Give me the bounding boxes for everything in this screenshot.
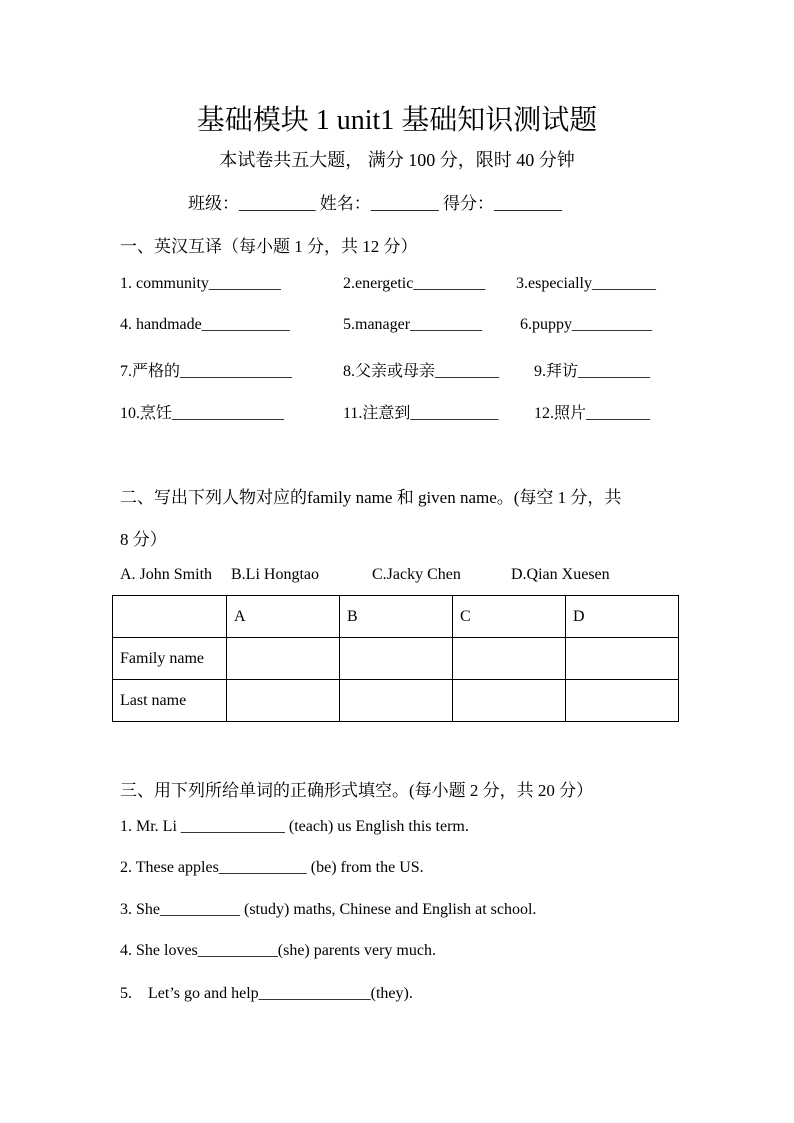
exam-subtitle: 本试卷共五大题， 满分 100 分，限时 40 分钟 (219, 150, 575, 170)
answer-cell[interactable] (453, 680, 566, 722)
table-cell (113, 596, 227, 638)
row-label-family-name: Family name (113, 638, 227, 680)
option-b: B.Li Hongtao (231, 566, 319, 583)
s1-item-5: 5.manager_________ (343, 316, 483, 333)
section-2-heading-cont: 8 分） (120, 530, 167, 549)
s1-item-12: 12.照片________ (534, 405, 651, 422)
answer-cell[interactable] (566, 680, 679, 722)
answer-cell[interactable] (227, 638, 340, 680)
s3-item-1: 1. Mr. Li _____________ (teach) us English this term. (120, 818, 469, 835)
answer-cell[interactable] (340, 638, 453, 680)
s3-item-2: 2. These apples___________ (be) from the US. (120, 859, 424, 876)
table-row (113, 680, 679, 722)
section-1-heading: 一、英汉互译（每小题 1 分，共 12 分） (120, 237, 418, 256)
answer-cell[interactable] (227, 680, 340, 722)
section-2-heading: 二、写出下列人物对应的family name 和 given name。(每空 1 分，共 (120, 488, 622, 507)
s1-item-7: 7.严格的______________ (120, 363, 293, 380)
s1-item-11: 11.注意到___________ (343, 405, 499, 422)
name-table (112, 595, 679, 722)
table-header-c: C (453, 596, 566, 638)
row-label-last-name: Last name (113, 680, 227, 722)
table-header-a: A (227, 596, 340, 638)
s1-item-10: 10.烹饪______________ (120, 405, 285, 422)
section-3-heading: 三、用下列所给单词的正确形式填空。(每小题 2 分，共 20 分） (120, 781, 594, 800)
s1-item-4: 4. handmade___________ (120, 316, 290, 333)
option-d: D.Qian Xuesen (511, 566, 610, 583)
student-info-line: 班级：_________ 姓名：________ 得分：________ (188, 194, 562, 213)
s1-item-9: 9.拜访_________ (534, 363, 651, 380)
answer-cell[interactable] (566, 638, 679, 680)
s1-item-6: 6.puppy__________ (520, 316, 652, 333)
option-a: A. John Smith (120, 566, 213, 583)
table-header-d: D (566, 596, 679, 638)
table-header-b: B (340, 596, 453, 638)
answer-cell[interactable] (340, 680, 453, 722)
s1-item-3: 3.especially________ (516, 275, 656, 292)
s1-item-1: 1. community_________ (120, 275, 281, 292)
s1-item-2: 2.energetic_________ (343, 275, 486, 292)
s1-item-8: 8.父亲或母亲________ (343, 363, 500, 380)
s3-item-4: 4. She loves__________(she) parents very much. (120, 942, 436, 959)
option-c: C.Jacky Chen (372, 566, 461, 583)
s3-item-3: 3. She__________ (study) maths, Chinese and English at school. (120, 901, 537, 918)
s3-item-5: 5. Let’s go and help______________(they). (120, 985, 413, 1002)
table-header-row (113, 596, 679, 638)
page-title: 基础模块 1 unit1 基础知识测试题 (196, 105, 598, 136)
answer-cell[interactable] (453, 638, 566, 680)
table-row (113, 638, 679, 680)
